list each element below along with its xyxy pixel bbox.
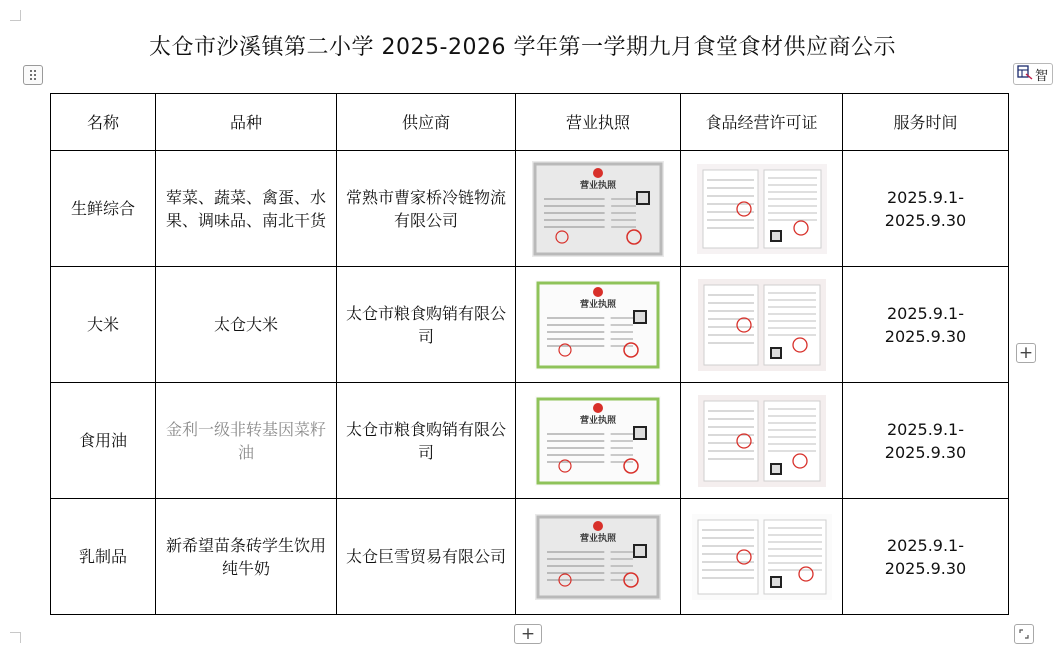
add-column-button[interactable] — [1016, 343, 1036, 363]
table-row — [51, 267, 1009, 383]
cell-business-license — [516, 151, 681, 267]
business-license-image[interactable] — [535, 280, 661, 370]
svg-text:营业执照: 营业执照 — [579, 533, 617, 544]
side-toolbar-label: 智 — [1035, 68, 1049, 84]
food-permit-image[interactable] — [698, 279, 826, 371]
cell-food-permit — [681, 499, 843, 615]
header-business-license: 营业执照 — [516, 94, 681, 151]
cell-supplier: 常熟市曹家桥冷链物流有限公司 — [337, 151, 516, 267]
side-toolbar-button[interactable] — [1013, 63, 1053, 85]
business-license-image[interactable] — [535, 396, 661, 486]
header-service-time: 服务时间 — [843, 94, 1009, 151]
cell-variety: 新希望苗条砖学生饮用纯牛奶 — [156, 499, 337, 615]
page-title: 太仓市沙溪镇第二小学 2025-2026 学年第一学期九月食堂食材供应商公示 — [149, 35, 896, 60]
cell-supplier: 太仓市粮食购销有限公司 — [337, 383, 516, 499]
svg-text:营业执照: 营业执照 — [579, 415, 617, 426]
supplier-table — [50, 93, 1009, 615]
cell-business-license — [516, 383, 681, 499]
food-permit-image[interactable] — [692, 514, 832, 600]
cell-food-permit — [681, 267, 843, 383]
cell-variety: 金利一级非转基因菜籽油 — [156, 383, 337, 499]
page-corner-mark — [10, 632, 21, 643]
add-row-button[interactable] — [514, 624, 542, 644]
cell-service-time: 2025.9.1-2025.9.30 — [843, 151, 1009, 267]
header-name: 名称 — [51, 94, 156, 151]
page-corner-mark — [10, 10, 21, 21]
cell-supplier: 太仓市粮食购销有限公司 — [337, 267, 516, 383]
cell-service-time: 2025.9.1-2025.9.30 — [843, 383, 1009, 499]
cell-service-time: 2025.9.1-2025.9.30 — [843, 499, 1009, 615]
cell-food-permit — [681, 151, 843, 267]
header-variety: 品种 — [156, 94, 337, 151]
cell-supplier: 太仓巨雪贸易有限公司 — [337, 499, 516, 615]
layout-icon — [1017, 64, 1033, 84]
food-permit-image[interactable] — [697, 164, 827, 254]
resize-icon[interactable] — [1014, 624, 1034, 644]
svg-text:营业执照: 营业执照 — [579, 299, 617, 310]
table-header-row — [51, 94, 1009, 151]
header-food-permit: 食品经营许可证 — [681, 94, 843, 151]
business-license-image[interactable] — [535, 514, 661, 600]
cell-name: 大米 — [51, 267, 156, 383]
plus-icon: + — [1018, 343, 1034, 363]
cell-name: 食用油 — [51, 383, 156, 499]
table-row — [51, 383, 1009, 499]
cell-name: 乳制品 — [51, 499, 156, 615]
cell-food-permit — [681, 383, 843, 499]
cell-business-license — [516, 267, 681, 383]
cell-name: 生鲜综合 — [51, 151, 156, 267]
move-handle-icon[interactable] — [23, 65, 43, 85]
food-permit-image[interactable] — [698, 395, 826, 487]
cell-variety: 太仓大米 — [156, 267, 337, 383]
cell-service-time: 2025.9.1-2025.9.30 — [843, 267, 1009, 383]
svg-text:营业执照: 营业执照 — [579, 180, 617, 191]
table-row — [51, 151, 1009, 267]
header-supplier: 供应商 — [337, 94, 516, 151]
cell-business-license — [516, 499, 681, 615]
business-license-image[interactable] — [532, 161, 664, 257]
table-row — [51, 499, 1009, 615]
cell-variety: 荤菜、蔬菜、禽蛋、水果、调味品、南北干货 — [156, 151, 337, 267]
plus-icon: + — [520, 624, 536, 644]
